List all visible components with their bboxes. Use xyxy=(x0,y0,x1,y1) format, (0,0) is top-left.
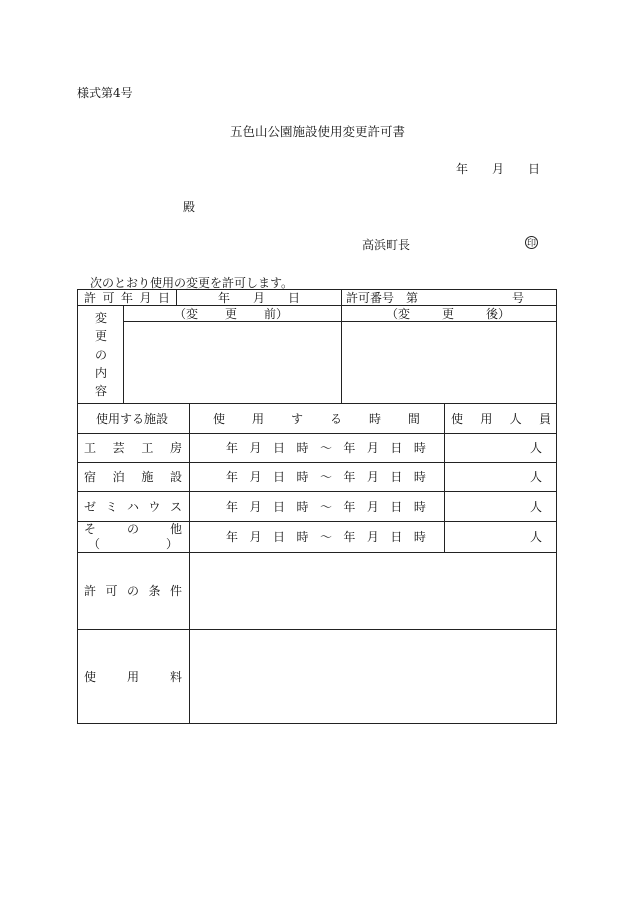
issuer-name: 高浜町長 xyxy=(362,238,411,252)
after-change-header: （変 更 後） xyxy=(386,306,510,321)
col-line xyxy=(444,403,445,552)
date-month: 月 xyxy=(491,162,504,176)
permit-date-label: 許 可 年 月 日 xyxy=(84,291,170,305)
issue-date xyxy=(456,160,540,177)
permit-conditions-label: 許 可 の 条 件 xyxy=(84,584,182,598)
before-change-field[interactable] xyxy=(124,322,340,402)
before-change-header: （変 更 前） xyxy=(174,306,288,321)
facility-seminar-house: ゼ ミ ハ ウ ス xyxy=(84,499,182,514)
people-count-field[interactable]: 人 xyxy=(530,530,543,544)
usage-time-header: 使 用 す る 時 間 xyxy=(213,411,420,426)
usage-people-header: 使 用 人 員 xyxy=(451,411,551,426)
facility-other-name-field[interactable]: （ ） xyxy=(88,537,178,551)
intro-text: 次のとおり使用の変更を許可します。 xyxy=(90,276,294,290)
usage-fee-label: 使 用 料 xyxy=(84,670,182,684)
seal-mark: 印 xyxy=(525,236,538,249)
facility-craft-workshop: 工 芸 工 房 xyxy=(84,441,182,455)
facility-other: そ の 他 xyxy=(84,522,182,536)
usage-time-field[interactable]: 年 月 日 時 〜 年 月 日 時 xyxy=(226,499,426,514)
facility-header: 使用する施設 xyxy=(96,411,169,426)
permit-number-prefix: 第 xyxy=(406,291,419,305)
permit-number-suffix: 号 xyxy=(512,291,525,305)
addressee-suffix: 殿 xyxy=(183,200,196,214)
form-number: 様式第4号 xyxy=(77,86,133,100)
col-line xyxy=(176,290,177,305)
people-count-field[interactable]: 人 xyxy=(530,470,543,484)
facility-lodging: 宿 泊 施 設 xyxy=(84,470,182,484)
usage-time-field[interactable]: 年 月 日 時 〜 年 月 日 時 xyxy=(226,470,426,484)
change-contents-label: 変 更 の 内 容 xyxy=(94,311,107,398)
permit-form-table xyxy=(77,289,557,724)
date-day: 日 xyxy=(527,162,540,176)
permit-conditions-field[interactable] xyxy=(190,553,556,628)
date-year: 年 xyxy=(456,162,469,176)
usage-time-field[interactable]: 年 月 日 時 〜 年 月 日 時 xyxy=(226,441,426,455)
document-title: 五色山公園施設使用変更許可書 xyxy=(230,124,406,139)
permit-number-label: 許可番号 xyxy=(346,291,395,305)
usage-time-field[interactable]: 年 月 日 時 〜 年 月 日 時 xyxy=(226,530,426,544)
permit-date-value[interactable]: 年 月 日 xyxy=(218,291,300,305)
people-count-field[interactable]: 人 xyxy=(530,441,543,455)
usage-fee-field[interactable] xyxy=(190,630,556,723)
after-change-field[interactable] xyxy=(342,322,556,402)
people-count-field[interactable]: 人 xyxy=(530,499,543,514)
